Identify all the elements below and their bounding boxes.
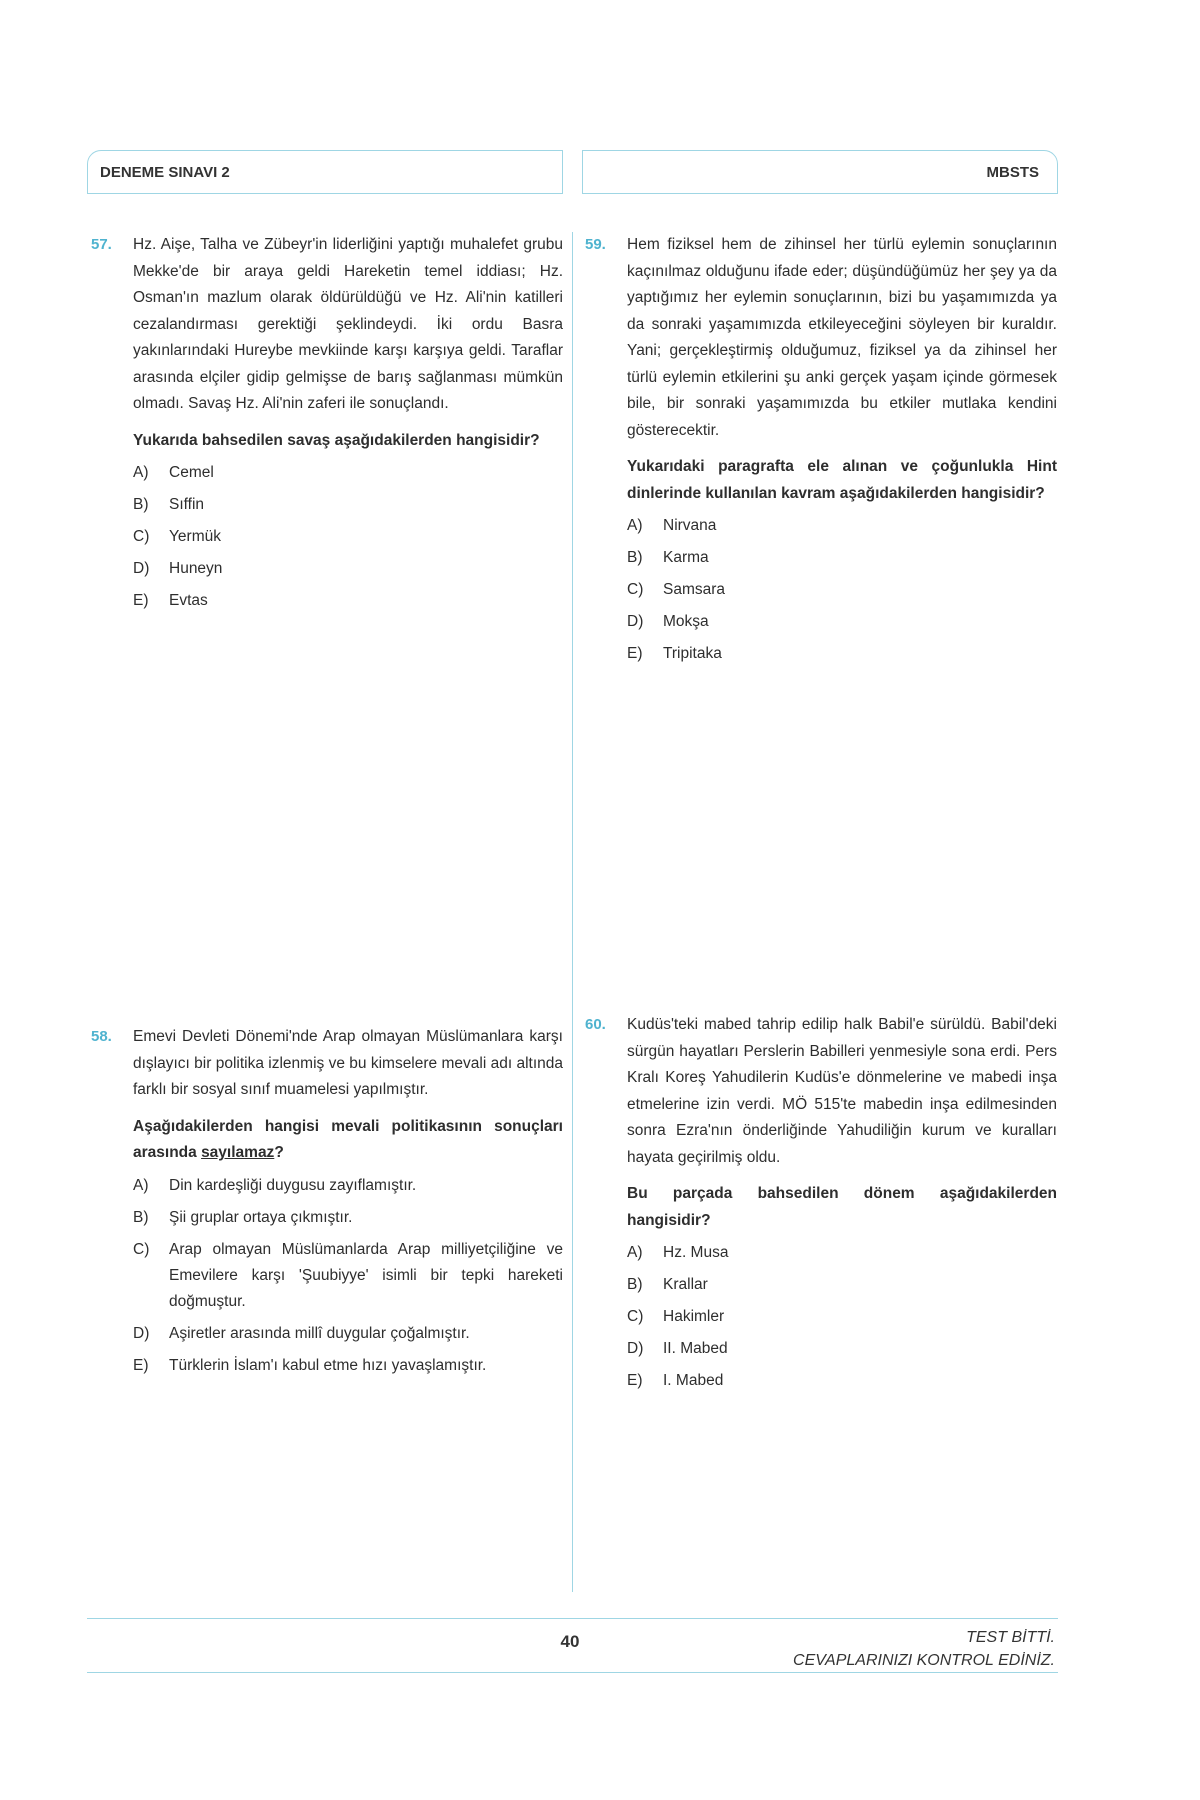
option-list: [133, 1173, 563, 1379]
option-e[interactable]: [133, 588, 563, 614]
option-text: Hz. Musa: [663, 1244, 729, 1261]
option-text: Şii gruplar ortaya çıkmıştır.: [169, 1208, 353, 1226]
question-number: 60.: [585, 1016, 606, 1033]
option-letter: B): [627, 549, 643, 566]
test-end-note: [793, 1626, 1055, 1672]
option-b[interactable]: [627, 1272, 1057, 1298]
option-letter: B): [133, 1208, 149, 1226]
option-text: Samsara: [663, 581, 726, 598]
option-d[interactable]: [133, 556, 563, 582]
option-e[interactable]: [627, 641, 1057, 667]
option-list: [627, 513, 1057, 667]
option-c[interactable]: [627, 577, 1057, 603]
question-60: [585, 1012, 1057, 1400]
option-text: Krallar: [663, 1276, 708, 1293]
option-text: Tripitaka: [663, 645, 722, 662]
option-letter: E): [627, 1372, 643, 1389]
option-text: Türklerin İslam'ı kabul etme hızı yavaşlamıştır.: [169, 1356, 487, 1374]
option-letter: A): [627, 1244, 643, 1261]
option-text: Hakimler: [663, 1308, 725, 1325]
option-letter: A): [133, 464, 149, 481]
option-c[interactable]: [627, 1304, 1057, 1330]
option-letter: D): [627, 1340, 644, 1357]
option-text: Aşiretler arasında millî duygular çoğalmıştır.: [169, 1324, 470, 1342]
option-letter: D): [133, 560, 150, 577]
option-text: I. Mabed: [663, 1372, 724, 1389]
question-body: Kudüs'teki mabed tahrip edilip halk Babil'e sürüldü. Babil'deki sürgün hayatları Perslerin Babilleri yenmesiyle sona erdi. Pers Kralı Koreş Yahudilerin Kudüs'e dönmelerine ve mabedi inşa etmelerine izin verdi. MÖ 515'te mabedin inşa edilmesinden sonra Ezra'nın önderliğinde Yahudiliğin kurum ve kuralları hayata geçirilmiş oldu.: [627, 1016, 1057, 1166]
option-e[interactable]: [627, 1368, 1057, 1394]
option-letter: A): [627, 517, 643, 534]
header-left-box: [87, 150, 563, 194]
footer-top-rule: [87, 1618, 1058, 1619]
option-a[interactable]: [627, 513, 1057, 539]
option-a[interactable]: [627, 1240, 1057, 1266]
option-text: Mokşa: [663, 613, 709, 630]
prompt-end: ?: [274, 1144, 284, 1161]
prompt-text: Aşağıdakilerden hangisi mevali politikasının sonuçları arasında: [133, 1117, 563, 1161]
question-prompt: Bu parçada bahsedilen dönem aşağıdakilerden hangisidir?: [627, 1185, 1057, 1229]
check-answers-line: CEVAPLARINIZI KONTROL EDİNİZ.: [793, 1652, 1055, 1669]
question-prompt: Yukarıdaki paragrafta ele alınan ve çoğunlukla Hint dinlerinde kullanılan kavram aşağıdakilerden hangisidir?: [627, 458, 1057, 502]
question-number: 59.: [585, 236, 606, 253]
option-e[interactable]: [133, 1353, 563, 1379]
question-57: [91, 232, 563, 620]
option-text: Nirvana: [663, 517, 717, 534]
option-b[interactable]: [627, 545, 1057, 571]
option-letter: E): [627, 645, 643, 662]
question-body: Hz. Aişe, Talha ve Zübeyr'in liderliğini yaptığı muhalefet grubu Mekke'de bir araya geldi Hareketin temel iddiası; Hz. Osman'ın mazlum olarak öldürüldüğü ve Hz. Ali'nin katilleri cezalandırması gerektiği şeklindeydi. İki ordu Basra yakınlarındaki Hureybe mevkiinde karşı karşıya geldi. Taraflar arasında elçiler gidip gelmişse de barış sağlanması mümkün olmadı. Savaş Hz. Ali'nin zaferi ile sonuçlandı.: [133, 236, 563, 412]
question-58: [91, 1024, 563, 1385]
question-body: Hem fiziksel hem de zihinsel her türlü eylemin sonuçlarının kaçınılmaz olduğunu ifade eder; düşündüğümüz her şey ya da yaptığımız her eylemin sonuçlarının, bizi bu yaşamımızda ya da sonraki yaşamımızda etkileyeceğini söyleyen bir kuraldır. Yani; gerçekleştirmiş olduğumuz, fiziksel ya da zihinsel her türlü eylemin etkilerini şu anki gerçek yaşam içinde görmesek bile, bir sonraki yaşamımızda bu etkiler mutlaka kendini gösterecektir.: [627, 236, 1057, 439]
option-a[interactable]: [133, 460, 563, 486]
question-prompt: Yukarıda bahsedilen savaş aşağıdakilerden hangisidir?: [133, 431, 540, 449]
option-text: Arap olmayan Müslümanlarda Arap milliyetçiliğine ve Emevilere karşı 'Şuubiyye' isimli bir tepki hareketi doğmuştur.: [169, 1240, 563, 1310]
exam-title: DENEME SINAVI 2: [100, 163, 230, 181]
footer-bottom-rule: [87, 1672, 1058, 1673]
column-divider: [572, 232, 573, 1592]
option-text: Cemel: [169, 464, 214, 481]
option-letter: C): [627, 581, 644, 598]
option-a[interactable]: [133, 1173, 563, 1199]
option-c[interactable]: [133, 1237, 563, 1315]
option-letter: C): [627, 1308, 644, 1325]
option-text: II. Mabed: [663, 1340, 728, 1357]
question-body: Emevi Devleti Dönemi'nde Arap olmayan Müslümanlara karşı dışlayıcı bir politika izlenmiş ve bu kimselere mevali adı altında farklı bir sosyal sınıf muamelesi yapılmıştır.: [133, 1028, 563, 1098]
option-text: Yermük: [169, 528, 221, 545]
option-letter: C): [133, 528, 150, 545]
option-b[interactable]: [133, 492, 563, 518]
option-letter: B): [133, 496, 149, 513]
option-text: Huneyn: [169, 560, 223, 577]
option-letter: D): [627, 613, 644, 630]
test-end-line: TEST BİTTİ.: [966, 1629, 1055, 1646]
header-right-box: [582, 150, 1058, 194]
option-letter: C): [133, 1240, 150, 1258]
option-text: Evtas: [169, 592, 208, 609]
exam-code: MBSTS: [986, 163, 1039, 181]
option-d[interactable]: [133, 1321, 563, 1347]
question-number: 58.: [91, 1028, 112, 1045]
option-letter: E): [133, 592, 149, 609]
option-list: [133, 460, 563, 614]
option-d[interactable]: [627, 609, 1057, 635]
option-letter: B): [627, 1276, 643, 1293]
option-text: Karma: [663, 549, 709, 566]
option-c[interactable]: [133, 524, 563, 550]
prompt-negation: sayılamaz: [201, 1144, 275, 1161]
question-59: [585, 232, 1057, 673]
option-letter: A): [133, 1176, 149, 1194]
option-text: Din kardeşliği duygusu zayıflamıştır.: [169, 1176, 417, 1194]
option-text: Sıffin: [169, 496, 205, 513]
option-letter: D): [133, 1324, 150, 1342]
question-prompt: [133, 1114, 563, 1167]
option-letter: E): [133, 1356, 149, 1374]
option-d[interactable]: [627, 1336, 1057, 1362]
option-list: [627, 1240, 1057, 1394]
option-b[interactable]: [133, 1205, 563, 1231]
page-number: 40: [560, 1632, 580, 1651]
question-number: 57.: [91, 236, 112, 253]
